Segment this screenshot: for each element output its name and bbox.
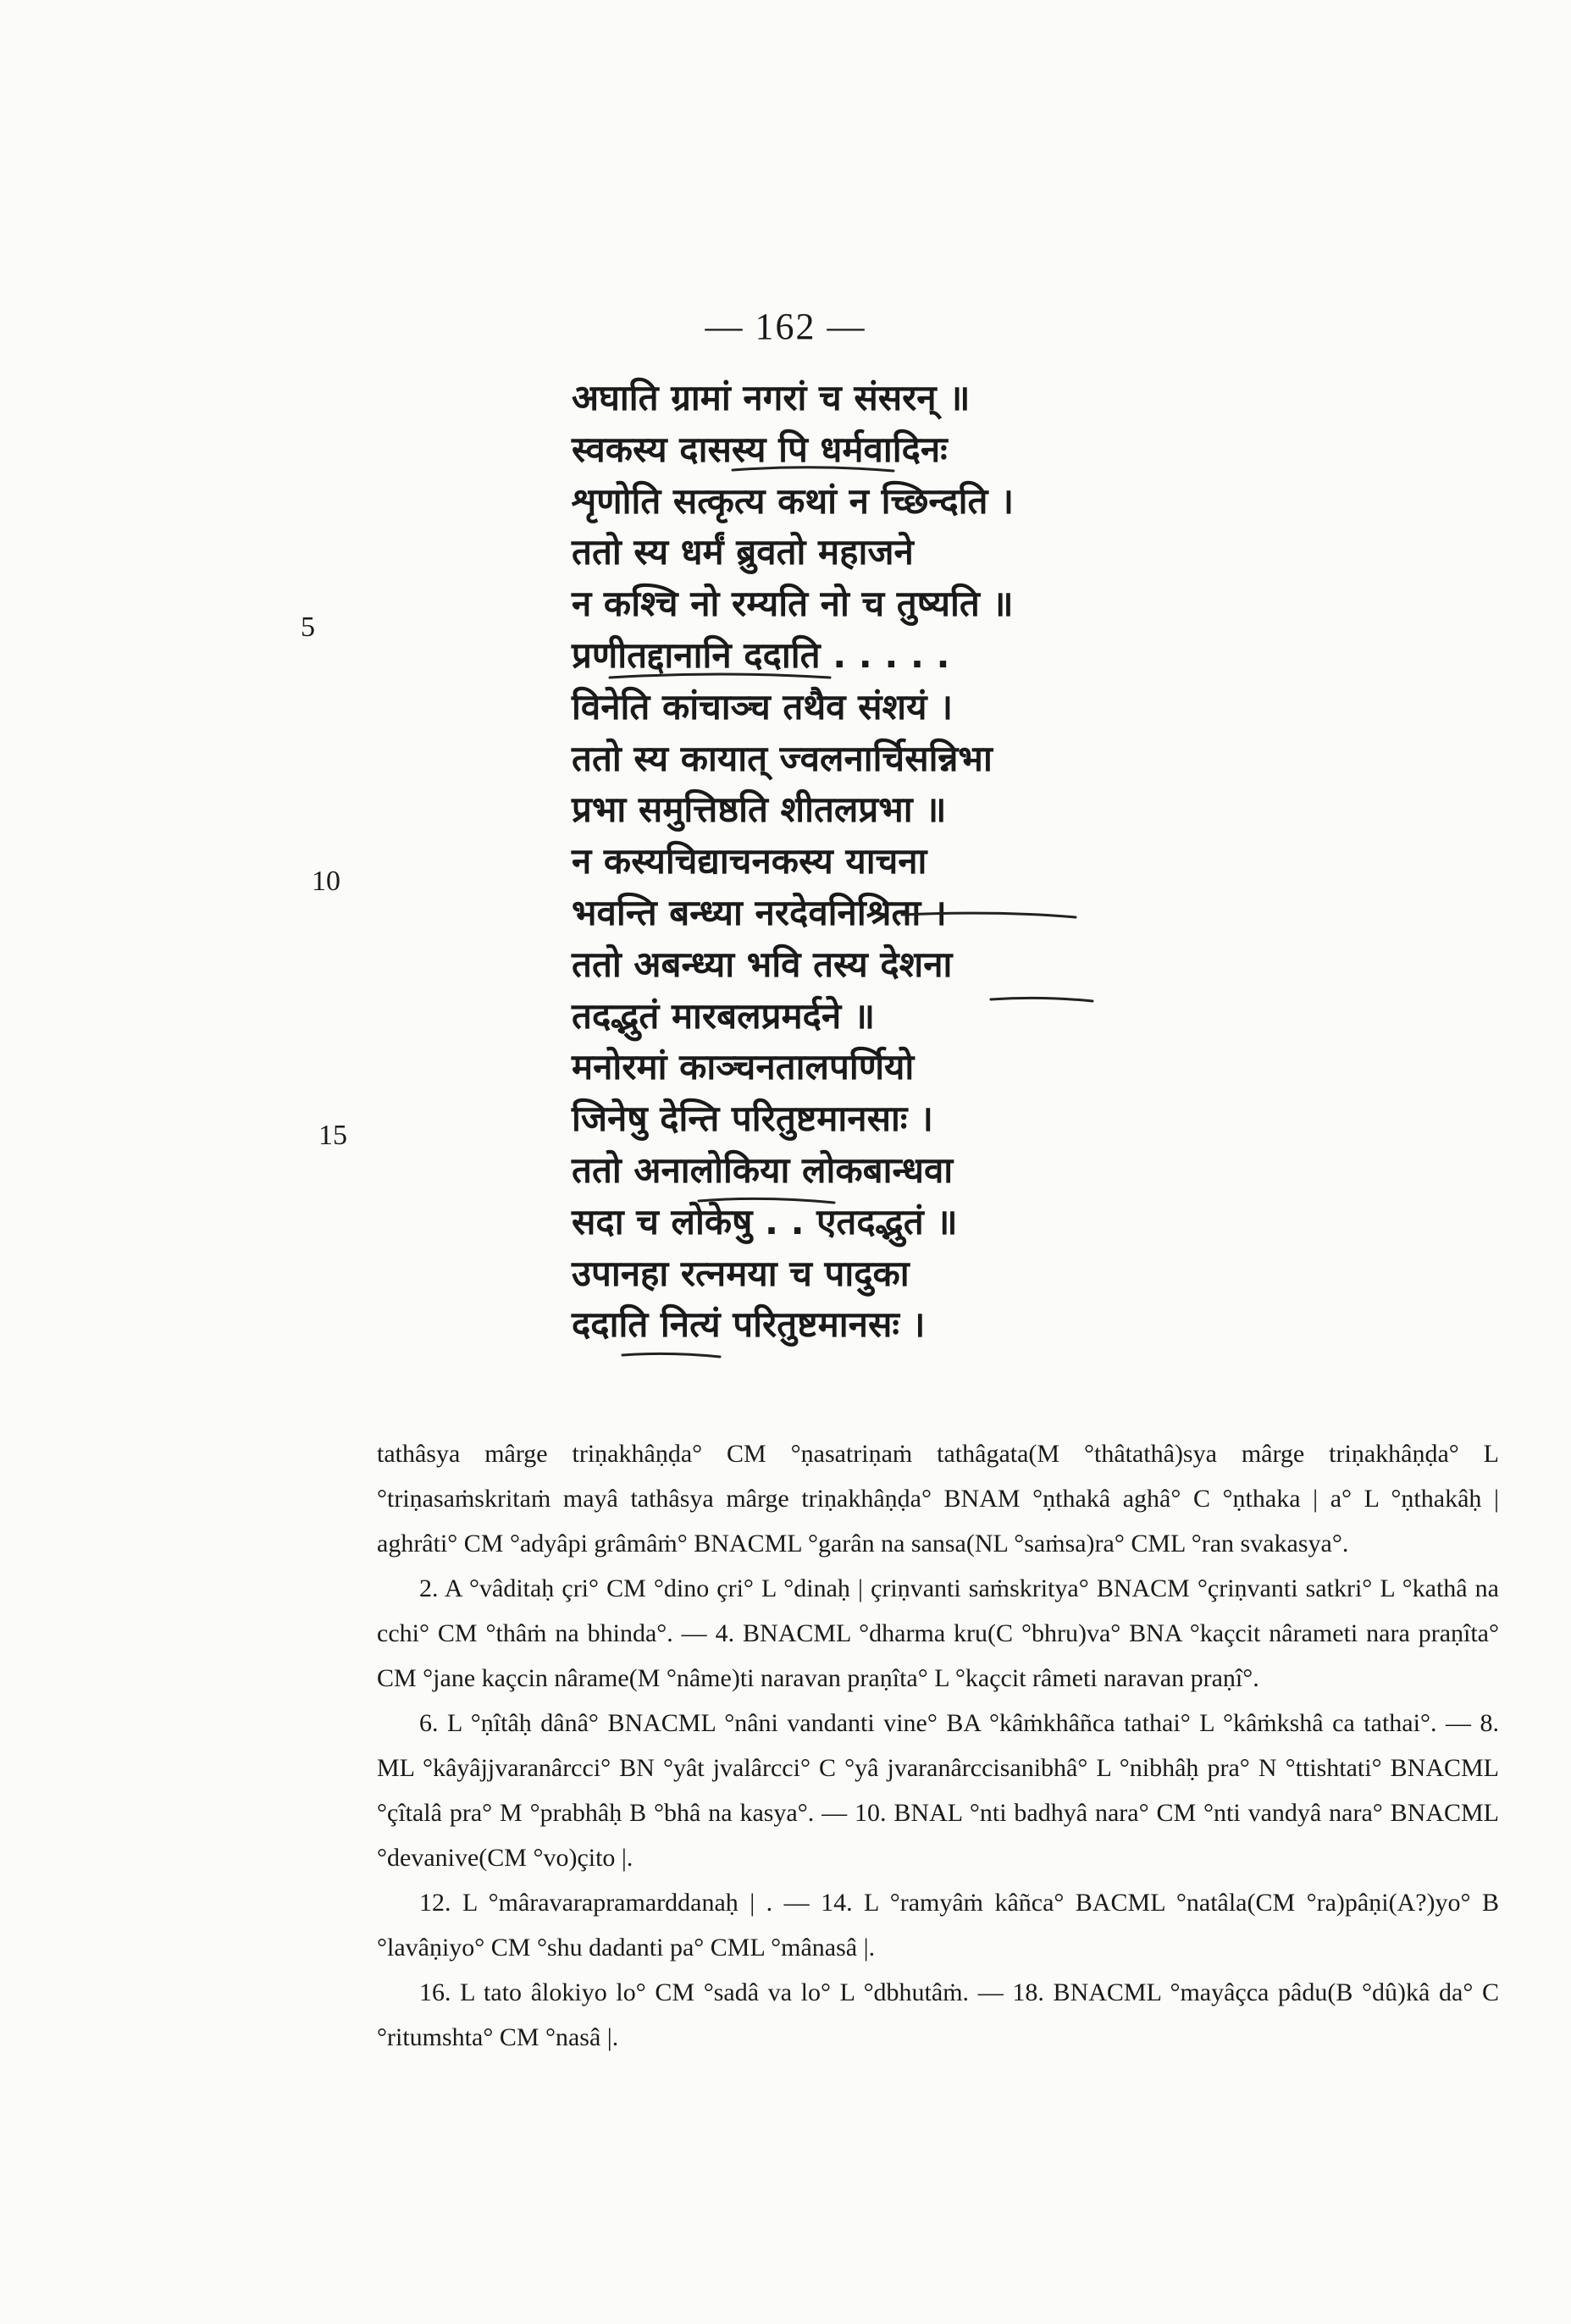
verse-line: विनेति कांचाञ्च तथैव संशयं । <box>572 685 954 728</box>
page-number: — 162 — <box>705 306 866 347</box>
margin-number-5: 5 <box>301 611 315 643</box>
verse-line: न कस्यचिद्याचनकस्य याचना <box>572 840 927 883</box>
verse-line: भवन्ति बन्ध्या नरदेवनिश्रिता । <box>572 891 947 933</box>
verse-line: अघाति ग्रामां नगरां च संसरन् ॥ <box>572 377 971 418</box>
underline-mark <box>622 1353 720 1357</box>
verse-line: ततो अनालोकिया लोकबान्धवा <box>572 1148 954 1191</box>
verse-line: प्रभा समुत्तिष्ठति शीतलप्रभा ॥ <box>572 788 947 831</box>
apparatus-note: tathâsya mârge triṇakhâṇḍa° CM °ṇasatriṇaṁ tathâgata(M °thâtathâ)sya mârge triṇakhâṇḍa° L °triṇasaṁskritaṁ mayâ tathâsya mârge triṇakhâṇḍa° BNAM °ṇthakâ aghâ° C °ṇthaka | a° L °ṇthakâḥ | aghrâti° CM °adyâpi grâmâṁ° BNACML °garân na sansa(NL °saṁsa)ra° CML °ran svakasya°. <box>377 1440 1499 1558</box>
apparatus-note: 12. L °mâravarapramarddanaḥ | . — 14. L °ramyâṁ kâñca° BACML °natâla(CM °ra)pâṇi(A?)yo° B °lavâṇiyo° CM °shu dadanti pa° CML °mânasâ |. <box>377 1889 1499 1962</box>
margin-number-15: 15 <box>318 1120 347 1151</box>
verse-line: उपानहा रत्नमया च पादुका <box>572 1252 910 1294</box>
verse-line: प्रणीतद्दानानि ददाति . . . . . <box>572 634 950 676</box>
verse-line: ततो स्य कायात् ज्वलनार्चिसन्निभा <box>572 737 993 779</box>
apparatus-note: 16. L tato âlokiyo lo° CM °sadâ va lo° L °dbhutâṁ. — 18. BNACML °mayâçca pâdu(B °dû)kâ da° C °ritumshta° CM °nasâ |. <box>377 1978 1499 2051</box>
verse-line: जिनेषु देन्ति परितुष्टमानसाः । <box>572 1098 933 1140</box>
underline-mark <box>991 998 1093 1001</box>
apparatus-note: 6. L °ṇîtâḥ dânâ° BNACML °nâni vandanti vine° BA °kâṁkhâñca tathai° L °kâṁkshâ ca tathai°. — 8. ML °kâyâjjvaranârcci° BN °yât jvalârcci° C °yâ jvaranârccisanibhâ° L °nibhâḥ pra° N °ttishtati° BNACML °çîtalâ pra° M °prabhâḥ B °bhâ na kasya°. — 10. BNAL °nti badhyâ nara° CM °nti vandyâ nara° BNACML °devanive(CM °vo)çito |. <box>377 1709 1499 1872</box>
verse-line: ततो स्य धर्मं ब्रुवतो महाजने <box>572 531 914 573</box>
verse-line: न कश्चि नो रम्यति नो च तुष्यति ॥ <box>572 583 1014 625</box>
underline-mark <box>902 913 1076 917</box>
underline-mark <box>699 1198 834 1203</box>
verse-line: सदा च लोकेषु . . एतदद्भुतं ॥ <box>572 1200 958 1242</box>
verse-line: शृणोति सत्कृत्य कथां न च्छिन्दति । <box>572 479 1015 522</box>
critical-apparatus <box>377 1431 1499 2060</box>
verse-line: स्वकस्य दासस्य पि धर्मवादिनः <box>572 428 948 470</box>
margin-number-10: 10 <box>312 866 340 897</box>
underline-mark <box>733 468 893 471</box>
verse-line: ततो अबन्ध्या भवि तस्य देशना <box>572 943 953 985</box>
verse-line: तदद्भुतं मारबलप्रमर्दने ॥ <box>572 994 875 1037</box>
verse-line: मनोरमां काञ्चनतालपर्णियो <box>572 1046 915 1088</box>
underline-mark <box>610 674 830 678</box>
verse-line: ददाति नित्यं परितुष्टमानसः । <box>572 1303 926 1346</box>
apparatus-note: 2. A °vâditaḥ çri° CM °dino çri° L °dinaḥ | çriṇvanti saṁskritya° BNACM °çriṇvanti satkri° L °kathâ na cchi° CM °thâṁ na bhinda°. — 4. BNACML °dharma kru(C °bhru)va° BNA °kaçcit nârameti nara praṇîta° CM °jane kaçcin nârame(M °nâme)ti naravan praṇîta° L °kaçcit râmeti naravan praṇî°. <box>377 1574 1499 1692</box>
